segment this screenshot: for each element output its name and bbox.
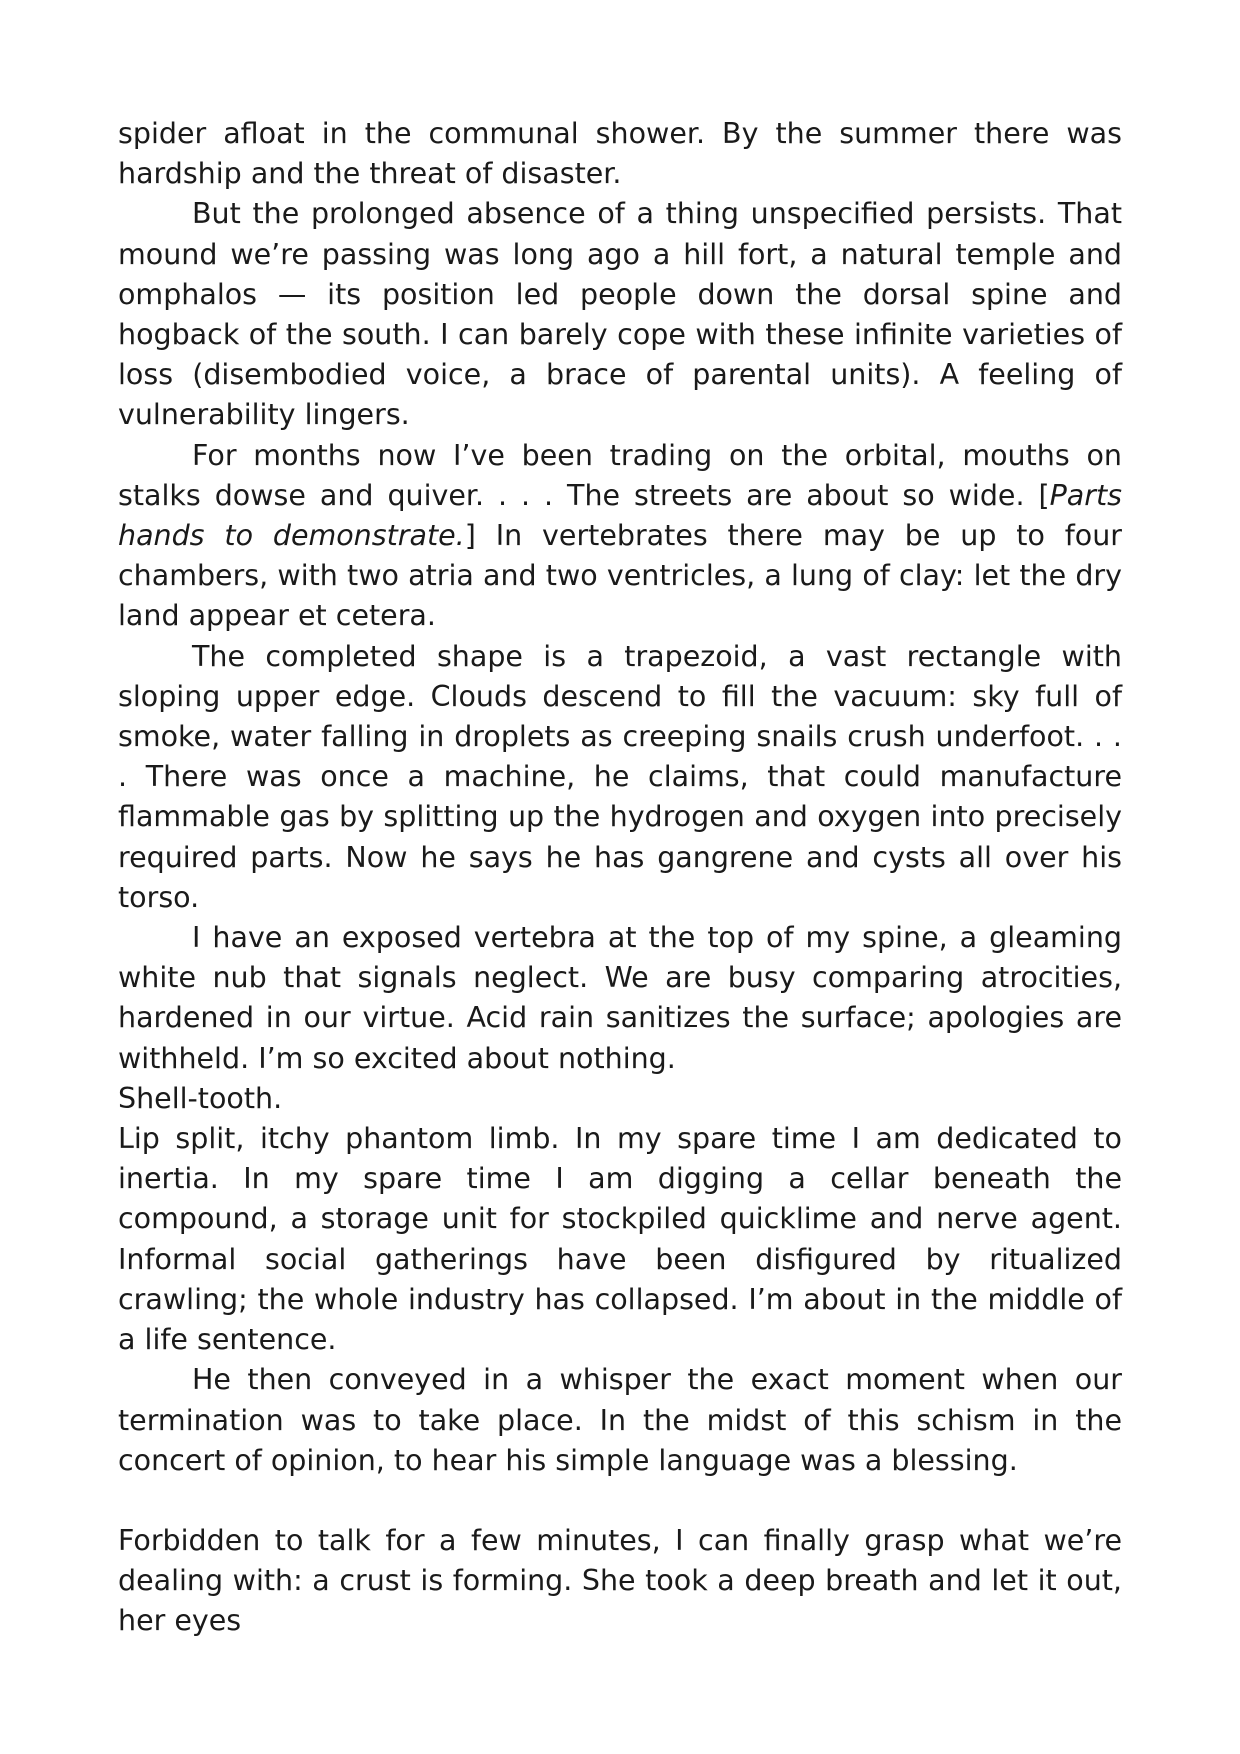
- paragraph: [118, 1360, 1122, 1481]
- text-block-before: [118, 114, 1122, 1079]
- text-block-final: [118, 1521, 1122, 1642]
- paragraph-gap: [118, 1481, 1122, 1521]
- italic-text: Parts hands to demonstrate.: [118, 478, 1122, 553]
- paragraph: [118, 918, 1122, 1079]
- paragraph-text: ] In vertebrates there may be up to four chambers, with two atria and two ventricles, a lung of clay: let the dry land appear et cetera.: [118, 519, 1122, 633]
- paragraph-text: For months now I’ve been trading on the orbital, mouths on stalks dowse and quiver. . . . The streets are about so wide. [: [118, 438, 1122, 512]
- paragraph-text: Forbidden to talk for a few minutes, I can finally grasp what we’re dealing with: a crust is forming. She took a deep breath and let it out, her eyes: [118, 1523, 1122, 1638]
- section-title: Shell-tooth.: [118, 1081, 283, 1115]
- paragraph-text: I have an exposed vertebra at the top of my spine, a gleaming white nub that signals neglect. We are busy comparing atrocities, hardened in our virtue. Acid rain sanitizes the surface; apologies are withheld. I’m so excited about nothing.: [118, 921, 1122, 1075]
- paragraph-text: spider afloat in the communal shower. By the summer there was hardship and the threat of disaster.: [118, 117, 1122, 191]
- paragraph-text: The completed shape is a trapezoid, a vast rectangle with sloping upper edge. Clouds descend to fill the vacuum: sky full of smoke, water falling in droplets as creeping snails crush underfoot. . . . There was once a machine, he claims, that could manufacture flammable gas by splitting up the hydrogen and oxygen into precisely required parts. Now he says he has gangrene and cysts all over his torso.: [118, 639, 1122, 914]
- paragraph: [118, 194, 1122, 435]
- paragraph: [118, 114, 1122, 194]
- paragraph: [118, 1521, 1122, 1642]
- text-block-after: [118, 1119, 1122, 1481]
- paragraph-text: But the prolonged absence of a thing unspecified persists. That mound we’re passing was long ago a hill fort, a natural temple and omphalos — its position led people down the dorsal spine and hogback of the south. I can barely cope with these infinite varieties of loss (disembodied voice, a brace of parental units). A feeling of vulnerability lingers.: [118, 197, 1122, 432]
- paragraph: [118, 637, 1122, 918]
- paragraph: [118, 436, 1122, 637]
- paragraph-text: Lip split, itchy phantom limb. In my spare time I am dedicated to inertia. In my spare time I am digging a cellar beneath the compound, a storage unit for stockpiled quicklime and nerve agent. Informal social gatherings have been disfigured by ritualized crawling; the whole industry has collapsed. I’m about in the middle of a life sentence.: [118, 1122, 1122, 1357]
- document-page: [118, 114, 1122, 1642]
- paragraph: [118, 1119, 1122, 1360]
- paragraph-text: He then conveyed in a whisper the exact moment when our termination was to take place. In the midst of this schism in the concert of opinion, to hear his simple language was a blessing.: [118, 1363, 1122, 1477]
